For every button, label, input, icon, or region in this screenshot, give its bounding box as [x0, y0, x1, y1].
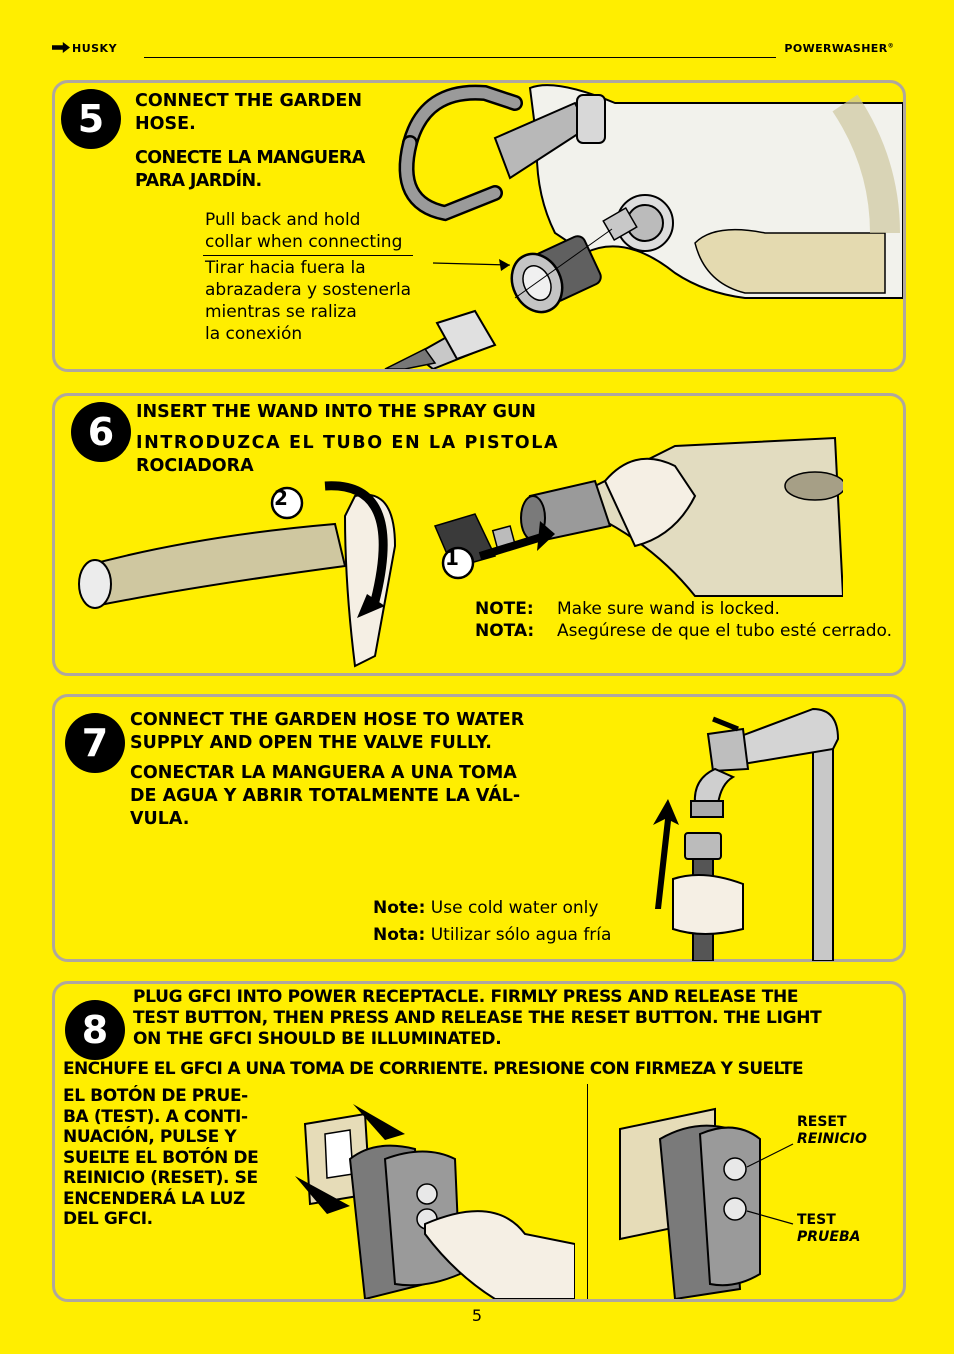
step-8-panel	[52, 981, 906, 1302]
gfci-plug-in-illustration	[275, 1084, 575, 1299]
garden-hose-connection-illustration	[325, 83, 903, 369]
husky-arrow-icon	[52, 42, 70, 53]
step-title-es-line1: ENCHUFE EL GFCI A UNA TOMA DE CORRIENTE. PRESIONE CON FIRMEZA Y SUELTE	[63, 1059, 803, 1079]
husky-logo: HUSKY	[52, 42, 117, 55]
callout-es: Tirar hacia fuera la abrazadera y sostenerla mientras se raliza la conexión	[205, 258, 412, 344]
step-title-en: CONNECT THE GARDEN HOSE.	[135, 91, 362, 134]
gfci-buttons-illustration	[615, 1099, 805, 1299]
step-note: Note: Use cold water only Nota: Utilizar sólo agua fría	[373, 898, 612, 945]
header-rule	[144, 57, 776, 58]
step-marker-1: 1	[445, 546, 459, 570]
step-number: 7	[65, 713, 125, 773]
step-marker-2: 2	[274, 486, 288, 510]
callout-en: Pull back and hold collar when connecting	[205, 210, 403, 252]
step-title-es: EL BOTÓN DE PRUE- BA (TEST). A CONTI- NUACIÓN, PULSE Y SUELTE EL BOTÓN DE REINICIO (RESET). SE ENCENDERÁ LA LUZ DEL GFCI.	[63, 1086, 259, 1229]
step-title-en: CONNECT THE GARDEN HOSE TO WATER SUPPLY AND OPEN THE VALVE FULLY.	[130, 710, 525, 753]
test-label: TEST PRUEBA	[797, 1212, 861, 1245]
panel-divider	[587, 1084, 588, 1299]
step-number: 8	[65, 1000, 125, 1060]
step-5-panel	[52, 80, 906, 372]
page-header	[52, 40, 894, 60]
step-title-es: CONECTE LA MANGUERA PARA JARDÍN.	[135, 148, 365, 191]
step-number: 6	[71, 402, 131, 462]
step-title-es: CONECTAR LA MANGUERA A UNA TOMA DE AGUA Y ABRIR TOTALMENTE LA VÁL- VULA.	[130, 763, 521, 829]
reset-label: RESET REINICIO	[797, 1114, 867, 1147]
step-number: 5	[61, 89, 121, 149]
step-7-panel	[52, 694, 906, 962]
step-title-es: INTRODUZCA EL TUBO EN LA PISTOLA ROCIADORA	[136, 433, 560, 476]
step-title-en: INSERT THE WAND INTO THE SPRAY GUN	[136, 402, 536, 422]
page-number: 5	[471, 1306, 483, 1325]
step-6-panel	[52, 393, 906, 676]
product-name: POWERWASHER®	[784, 42, 894, 55]
water-faucet-illustration	[633, 699, 843, 961]
step-title-en: PLUG GFCI INTO POWER RECEPTACLE. FIRMLY PRESS AND RELEASE THE TEST BUTTON, THEN PRESS AND RELEASE THE RESET BUTTON. THE LIGHT ON THE GFCI SHOULD BE ILLUMINATED.	[133, 987, 822, 1049]
step-note: NOTE: Make sure wand is locked. NOTA: Asegúrese de que el tubo esté cerrado.	[475, 599, 893, 641]
